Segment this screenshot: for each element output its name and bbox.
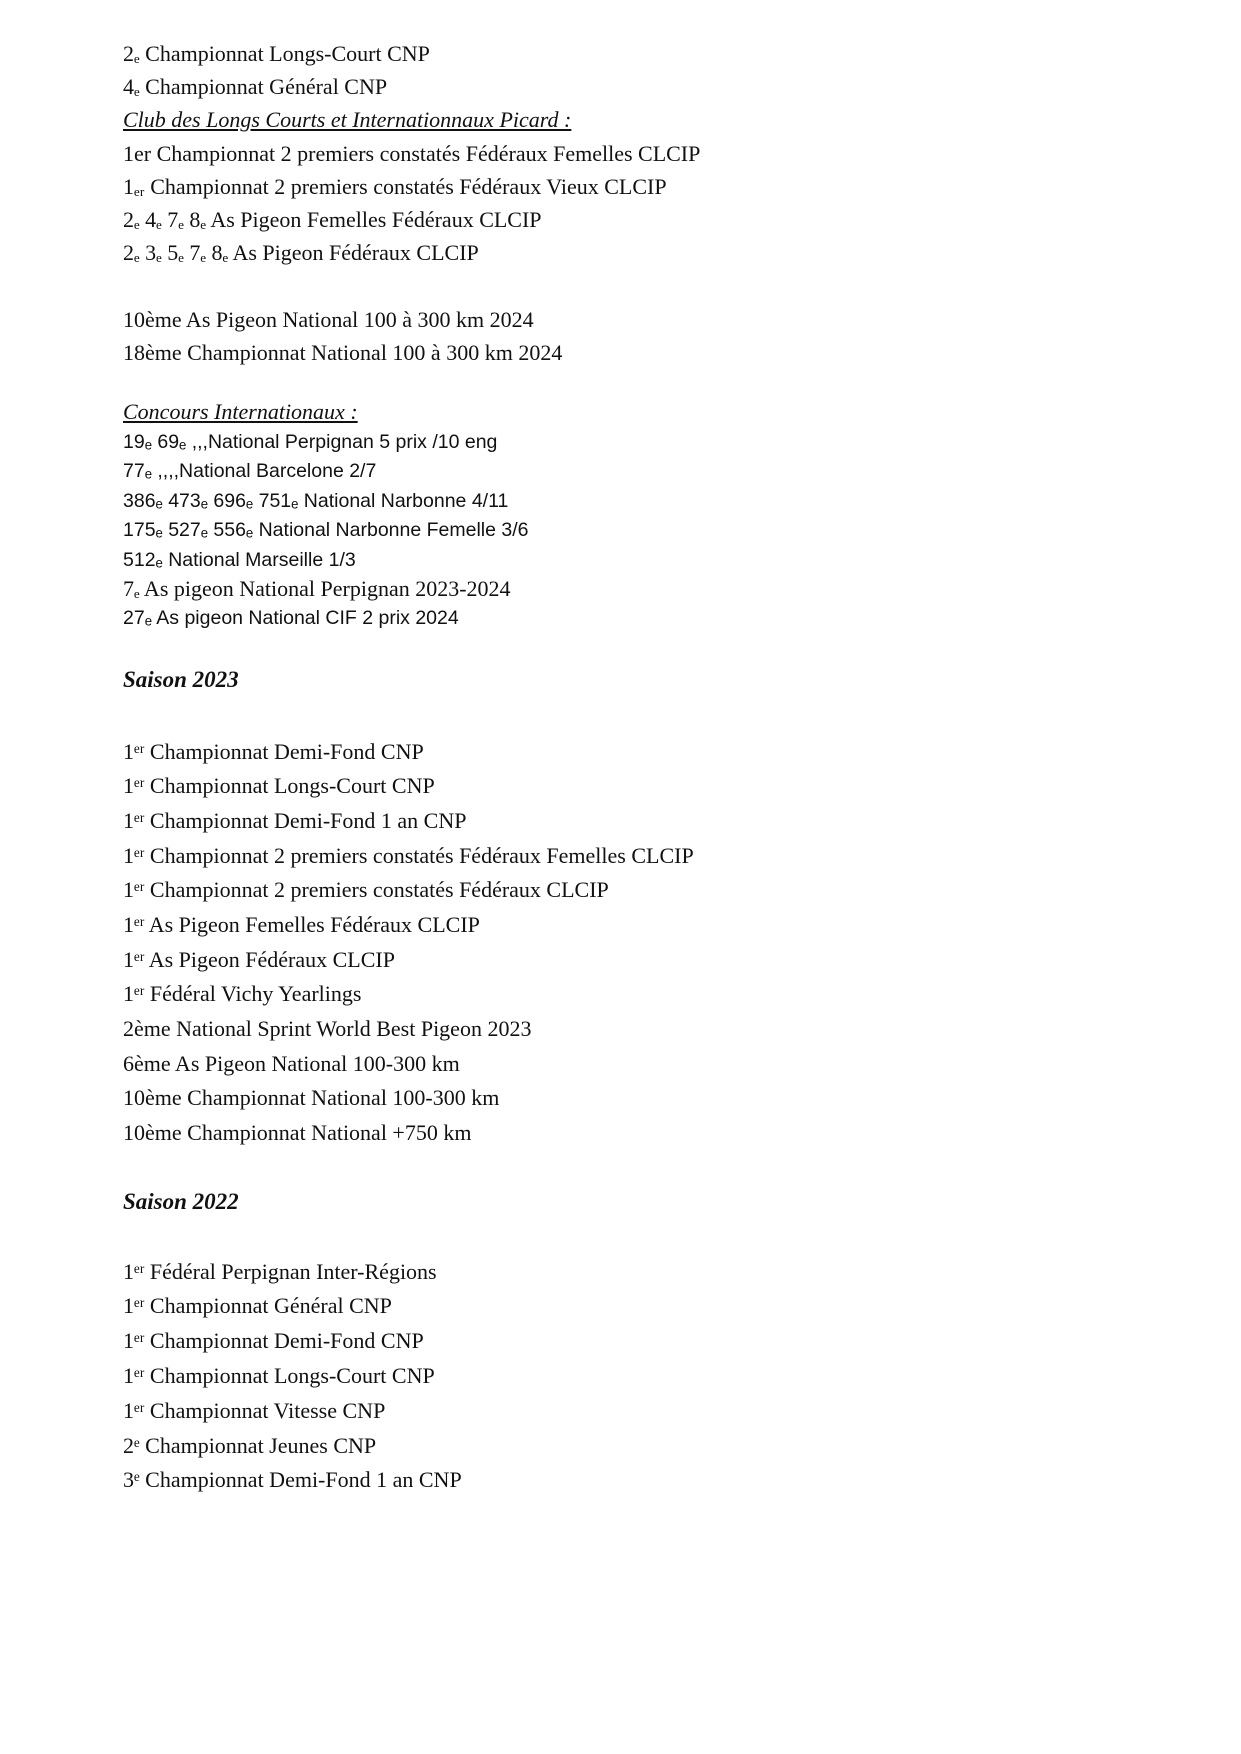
season-heading-2023: Saison 2023 [123,667,239,692]
result-line: 6ème As Pigeon National 100-300 km [123,1051,460,1076]
result-line: 386ₑ 473ₑ 696ₑ 751ₑ National Narbonne 4/11 [123,490,509,512]
result-line: 512ₑ National Marseille 1/3 [123,549,356,571]
result-line: 4ₑ Championnat Général CNP [123,74,388,99]
result-line: 1ᵉʳ Championnat Demi-Fond 1 an CNP [123,808,467,833]
result-line: 2ₑ 4ₑ 7ₑ 8ₑ As Pigeon Femelles Fédéraux CLCIP [123,207,542,232]
result-line: 1ᵉʳ Championnat Demi-Fond CNP [123,739,424,764]
section-heading-international: Concours Internationaux : [123,399,358,424]
result-line: 1ᵉʳ As Pigeon Femelles Fédéraux CLCIP [123,912,480,937]
result-line: 1ₑᵣ Championnat 2 premiers constatés Fédéraux Vieux CLCIP [123,174,667,199]
section-heading-clcip: Club des Longs Courts et Internationnaux Picard : [123,107,572,132]
result-line: 1ᵉʳ Championnat Longs-Court CNP [123,773,435,798]
result-line: 1ᵉʳ Championnat Général CNP [123,1293,392,1318]
result-line: 27ₑ As pigeon National CIF 2 prix 2024 [123,607,459,629]
result-line: 1ᵉʳ Championnat 2 premiers constatés Fédéraux Femelles CLCIP [123,843,694,868]
result-line: 2ₑ 3ₑ 5ₑ 7ₑ 8ₑ As Pigeon Fédéraux CLCIP [123,240,479,265]
result-line: 10ème Championnat National 100-300 km [123,1085,500,1110]
result-line: 2ᵉ Championnat Jeunes CNP [123,1433,377,1458]
result-line: 10ème As Pigeon National 100 à 300 km 2024 [123,307,534,332]
result-line: 1ᵉʳ Fédéral Perpignan Inter-Régions [123,1259,437,1284]
result-line: 1ᵉʳ Championnat Demi-Fond CNP [123,1328,424,1353]
result-line: 77ₑ ,,,,National Barcelone 2/7 [123,460,377,482]
result-line: 18ème Championnat National 100 à 300 km 2024 [123,340,563,365]
result-line: 7ₑ As pigeon National Perpignan 2023-2024 [123,576,511,601]
result-line: 1ᵉʳ Championnat 2 premiers constatés Fédéraux CLCIP [123,877,609,902]
result-line: 2ₑ Championnat Longs-Court CNP [123,41,430,66]
result-line: 1ᵉʳ Championnat Longs-Court CNP [123,1363,435,1388]
result-line: 2ème National Sprint World Best Pigeon 2023 [123,1016,532,1041]
result-line: 175ₑ 527ₑ 556ₑ National Narbonne Femelle 3/6 [123,519,529,541]
result-line: 1ᵉʳ Fédéral Vichy Yearlings [123,981,362,1006]
result-line: 19ₑ 69ₑ ,,,National Perpignan 5 prix /10 eng [123,431,498,453]
result-line: 10ème Championnat National +750 km [123,1120,472,1145]
result-line: 1ᵉʳ As Pigeon Fédéraux CLCIP [123,947,395,972]
result-line: 3ᵉ Championnat Demi-Fond 1 an CNP [123,1467,462,1492]
season-heading-2022: Saison 2022 [123,1189,239,1214]
result-line: 1er Championnat 2 premiers constatés Fédéraux Femelles CLCIP [123,141,701,166]
result-line: 1ᵉʳ Championnat Vitesse CNP [123,1398,386,1423]
